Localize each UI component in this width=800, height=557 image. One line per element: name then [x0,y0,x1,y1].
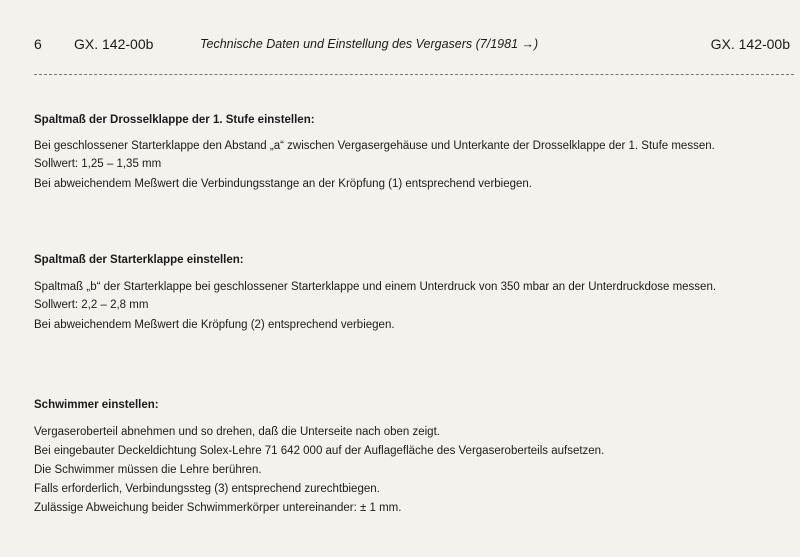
page-number: 6 [34,36,42,52]
instruction-paragraph: Bei geschlossener Starterklappe den Abstand „a“ zwischen Vergasergehäuse und Unterkante der Drosselklappe der 1. Stufe messen. [34,140,715,152]
page-header-title: Technische Daten und Einstellung des Vergasers (7/1981 →) [200,37,539,51]
target-value: Sollwert: 2,2 – 2,8 mm [34,299,149,311]
section-heading: Schwimmer einstellen: [34,399,159,411]
instruction-paragraph: Bei abweichendem Meßwert die Verbindungsstange an der Kröpfung (1) entsprechend verbiegen. [34,178,533,190]
instruction-paragraph: Falls erforderlich, Verbindungssteg (3) entsprechend zurechtbiegen. [34,483,380,495]
section-heading: Spaltmaß der Drosselklappe der 1. Stufe einstellen: [34,114,315,126]
page-header [0,36,800,56]
section-choke-gap [34,253,794,332]
tolerance-value: Zulässige Abweichung beider Schwimmerkörper untereinander: ± 1 mm. [34,502,402,514]
header-divider [34,74,794,75]
instruction-paragraph: Die Schwimmer müssen die Lehre berühren. [34,464,262,476]
target-value: Sollwert: 1,25 – 1,35 mm [34,158,162,170]
section-float-adjust [34,398,794,521]
instruction-paragraph: Bei abweichendem Meßwert die Kröpfung (2) entsprechend verbiegen. [34,319,395,331]
document-code-right: GX. 142-00b [710,36,790,52]
instruction-paragraph: Vergaseroberteil abnehmen und so drehen, daß die Unterseite nach oben zeigt. [34,426,440,438]
document-code-left: GX. 142-00b [74,36,154,52]
section-throttle-gap [34,113,794,191]
instruction-paragraph: Bei eingebauter Deckeldichtung Solex-Lehre 71 642 000 auf der Auflagefläche des Vergaseroberteils aufsetzen. [34,445,605,457]
instruction-paragraph: Spaltmaß „b“ der Starterklappe bei geschlossener Starterklappe und einem Unterdruck von 350 mbar an der Unterdruckdose messen. [34,281,717,293]
section-heading: Spaltmaß der Starterklappe einstellen: [34,254,244,266]
